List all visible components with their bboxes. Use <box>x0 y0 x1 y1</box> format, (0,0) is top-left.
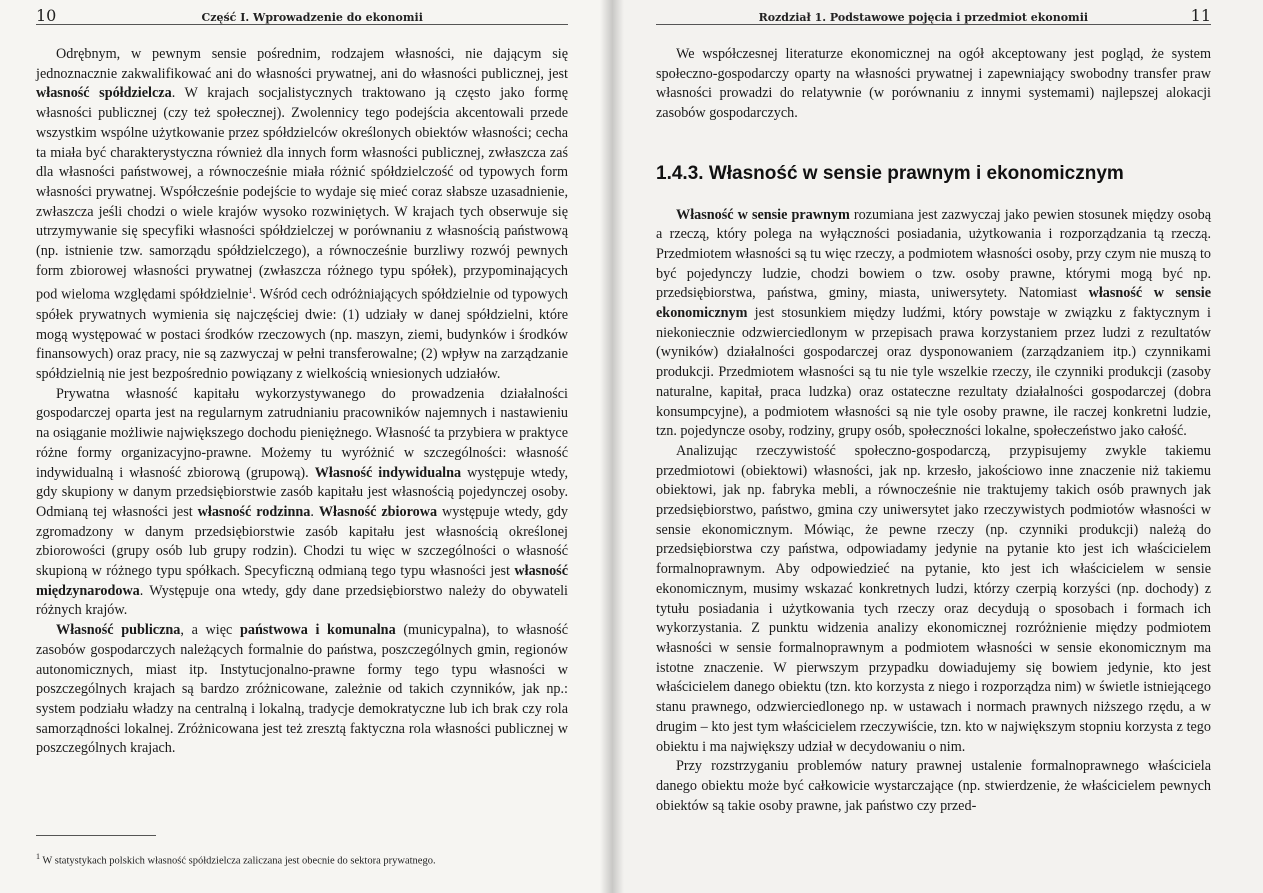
paragraph: Odrębnym, w pewnym sensie pośrednim, rodzajem własności, nie dającym się jednoznacznie zakwalifikować ani do własności prywatnej, ani do własności publicznej, jest własność spółdzielcza. W krajach socjalistycznych traktowano ją często jako formę własności publicznej (czy też społecznej). Zwolennicy tego podejścia akcentowali przede wszystkim wspólne użytkowanie przez spółdzielców określonych obiektów własności; cecha ta miała być charakterystyczna również dla innych form własności publicznej, zwłaszcza zaś dla własności państwowej, a równocześnie miała różnić spółdzielczość od typowych form własności prywatnej. Współcześnie podejście to wydaje się mieć coraz słabsze uzasadnienie, zwłaszcza jeśli chodzi o wiele krajów wysoko rozwiniętych. W krajach tych obserwuje się utrzymywanie się specyfiki własności spółdzielczej w porównaniu z własnością państwową (np. istnienie tzw. samorządu spółdzielczego), a równocześnie burzliwy rozwój pewnych form zbiorowej własności prywatnej (zwłaszcza różnego typu spółek), przypominających pod wieloma względami spółdzielnie$^1$. Wśród cech odróżniających spółdzielnie od typowych spółek prywatnych wymienia się najczęściej dwie: (1) udziały w danej spółdzielni, które mogą występować w postaci środków rzeczowych (np. maszyn, ziemi, budynków i środków finansowych) oraz pracy, nie są zazwyczaj w pełni transferowalne; (2) wpływ na zarządzanie spółdzielnią nie jest bezpośrednio powiązany z wielkością wniesionych udziałów. <box>36 46 569 382</box>
paragraph: Analizując rzeczywistość społeczno-gospodarczą, przypisujemy zwykle takiemu przedmiotowi (obiektowi) własności, jak np. krzesło, jakościowo inne znaczenie niż takiemu obiektowi, jak np. fabryka mebli, a równocześnie nie traktujemy takich osób prawnych jak przedsiębiorstwo, państwo, gmina czy uniwersytet jako rzeczywistych podmiotów własności w sensie ekonomicznym. Mówiąc, że pewne rzeczy (np. czynniki produkcji) należą do przedsiębiorstwa czy państwa, odpowiadamy jedynie na pytanie kto jest ich właścicielem formalnoprawnym. Aby odpowiedzieć na pytanie, kto jest ich właścicielem w sensie ekonomicznym, musimy wskazać konkretnych ludzi, którzy czerpią korzyści (np. dochody) z tytułu posiadania i użytkowania tych rzeczy oraz decydują o sposobach i formach ich wykorzystania. Z punktu widzenia analizy ekonomicznej rozróżnienie między podmiotem własności w sensie formalnoprawnym a podmiotem własności w sensie ekonomicznym ma istotne znaczenie. W pierwszym przypadku dowiadujemy się bowiem jedynie, kto jest właścicielem danego obiektu (tzn. kto korzysta z niego i rozporządza nim) w świetle istniejącego stanu prawnego, odzwierciedlonego np. w ustawach i normach prawnych niższego rzędu, a w drugim – kto jest tym właścicielem rzeczywiście, tzn. kto w największym stopniu korzysta z tego obiektu i ma największy udział w decydowaniu o nim. <box>656 442 1211 755</box>
right-body-text <box>656 45 1211 816</box>
left-body-text <box>36 45 568 759</box>
paragraph: Własność w sensie prawnym rozumiana jest zazwyczaj jako pewien stosunek między osobą a rzeczą, który polega na wyłączności posiadania, użytkowania i rozporządzania tą rzeczą. Przedmiotem własności są tu więc rzeczy, a podmiotem własności osoby, przy czym nie muszą to być pojedynczy ludzie, chodzi bowiem o tzw. osoby prawne, którymi mogą być np. przedsiębiorstwa, państwa, gminy, miasta, uniwersytety. Natomiast własność w sensie ekonomicznym jest stosunkiem między ludźmi, który powstaje w związku z faktycznym i niekoniecznie odzwierciedlonym w przepisach prawa korzystaniem przez ludzi z rezultatów (wyników) działalności gospodarczej oraz dysponowaniem (zarządzaniem itp.) czynnikami produkcji. Przedmiotem własności są tu nie tyle wszelkie rzeczy, ile czynniki produkcji (zasoby naturalne, kapitał, praca ludzka) oraz ostateczne rezultaty działalności gospodarczej (dobra konsumpcyjne), a podmiotem własności są nie tyle osoby prawne, ile raczej konkretni ludzie, tzn. pojedyncze osoby, rodziny, grupy osób, społeczności lokalne, społeczeństwo jako całość. <box>656 206 1211 440</box>
footnote: $^1$ W statystykach polskich własność spółdzielcza zaliczana jest obecnie do sektora prywatnego. <box>36 852 436 867</box>
paragraph: We współczesnej literaturze ekonomicznej na ogół akceptowany jest pogląd, że system społeczno-gospodarczy oparty na własności prywatnej i zapewniający swobodny transfer praw własności prowadzi do relatywnie (w porównaniu z innymi systemami) najlepszej alokacji zasobów gospodarczych. <box>656 46 1211 122</box>
paragraph: Własność publiczna, a więc państwowa i komunalna (municypalna), to własność zasobów gospodarczych należących formalnie do państwa, poszczególnych gmin, regionów autonomicznych, miast itp. Instytucjonalno-prawne formy tego typu własności w poszczególnych krajach są bardzo zróżnicowane, zależnie od takich czynników, jak np.: system podziału władzy na centralną i lokalną, tradycje demokratyczne lub ich brak czy rola samorządności lokalnej. Zróżnicowana jest też zresztą faktyczna rola własności publicznej w poszczególnych krajach. <box>36 622 568 757</box>
right-running-title: Rozdział 1. Podstawowe pojęcia i przedmiot ekonomii <box>758 11 1089 24</box>
right-page-number: 11 <box>1190 6 1211 25</box>
paragraph: Prywatna własność kapitału wykorzystywanego do prowadzenia działalności gospodarczej oparta jest na regularnym zatrudnianiu pracowników najemnych i nastawieniu na osiąganie możliwie największego dochodu pieniężnego. Własność ta przybiera w praktyce różne formy organizacyjno-prawne. Możemy tu wyróżnić w szczególności: własność indywidualną i własność zbiorową (grupową). Własność indywidualna występuje wtedy, gdy skupiony w danym przedsiębiorstwie zasób kapitału jest własnością pojedynczej osoby. Odmianą tej własności jest własność rodzinna. Własność zbiorowa występuje wtedy, gdy zgromadzony w danym przedsiębiorstwie zasób kapitału jest własnością określonej zbiorowości (grupy osób lub grupy rodzin). Chodzi tu więc w szczególności o własność skupioną w różnego typu spółkach. Specyficzną odmianą tego typu własności jest własność międzynarodowa. Występuje ona wtedy, gdy dane przedsiębiorstwo należy do obywateli różnych krajów. <box>36 385 569 619</box>
paragraph: Przy rozstrzyganiu problemów natury prawnej ustalenie formalnoprawnego właściciela danego obiektu może być całkowicie wystarczające (np. stwierdzenie, że właścicielem pewnych obiektów są takie osoby prawne, jak państwo czy przed- <box>656 758 1211 814</box>
left-page <box>0 0 612 893</box>
footnote-rule <box>36 835 156 836</box>
left-page-number: 10 <box>36 6 57 25</box>
right-page <box>612 0 1263 893</box>
left-running-title: Część I. Wprowadzenie do ekonomii <box>201 11 423 24</box>
section-heading: 1.4.3. Własność w sensie prawnym i ekonomicznym <box>656 162 1124 184</box>
left-running-head <box>36 6 568 25</box>
right-running-head <box>656 6 1211 25</box>
